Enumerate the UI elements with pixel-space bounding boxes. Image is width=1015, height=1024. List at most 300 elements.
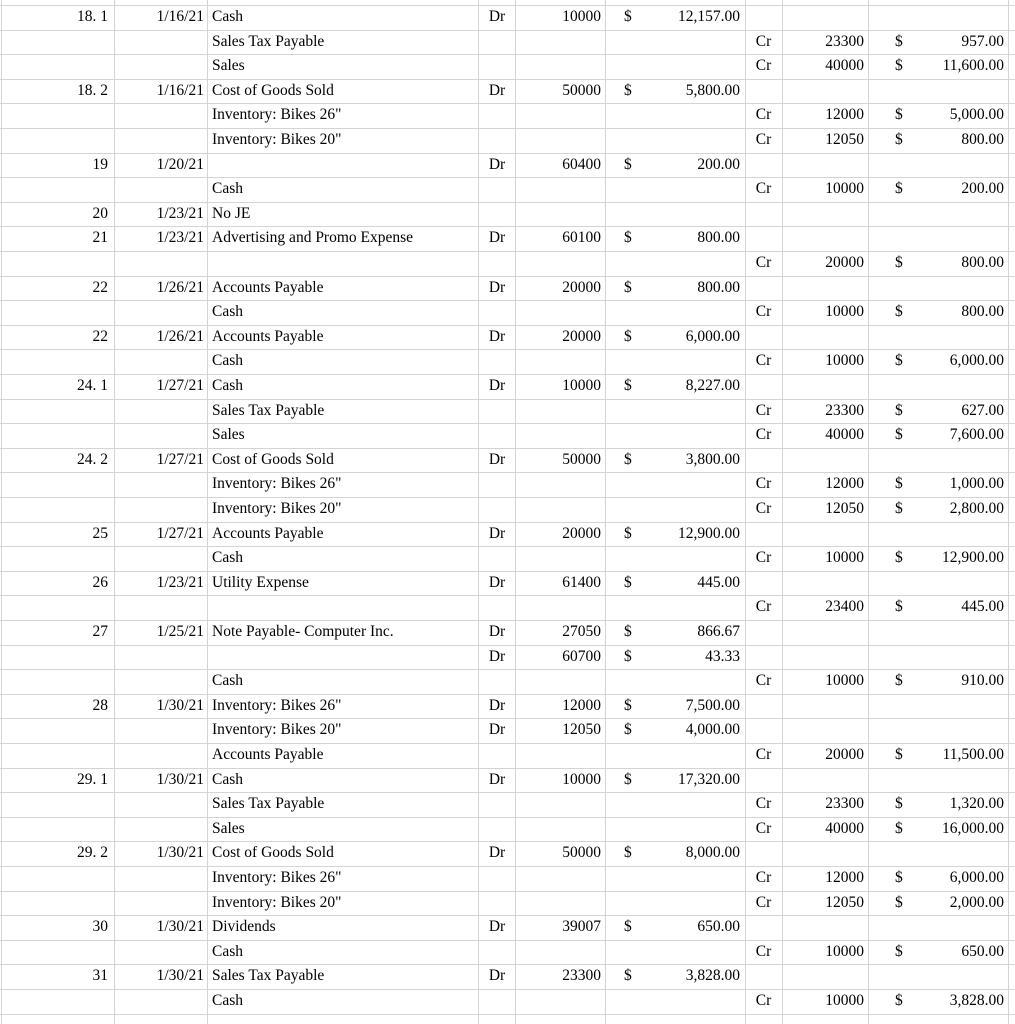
cell-cr[interactable] — [747, 645, 780, 669]
cell-dc-dr[interactable]: Dr — [488, 525, 506, 542]
cell-cr[interactable] — [747, 768, 780, 792]
cell-cr-acct[interactable] — [784, 522, 864, 546]
cell-account[interactable]: Cash — [212, 303, 243, 320]
cell-cr-amt[interactable] — [900, 79, 1004, 103]
cell-cr-acct[interactable] — [784, 645, 864, 669]
cell-dr-cur[interactable] — [624, 30, 640, 54]
cell-cr-cur[interactable]: $ — [895, 672, 903, 689]
cell-cr-cur[interactable]: $ — [895, 795, 903, 812]
cell-cr-cur[interactable]: $ — [895, 57, 903, 74]
cell-dc-dr[interactable]: Dr — [488, 82, 506, 99]
cell-cr-amt[interactable]: 957.00 — [961, 33, 1004, 50]
cell-date[interactable] — [114, 546, 204, 570]
cell-dr-cur[interactable] — [624, 546, 640, 570]
cell-account[interactable]: Cost of Goods Sold — [212, 82, 334, 99]
cell-no[interactable]: 20 — [92, 205, 108, 222]
cell-cr-amt[interactable]: 800.00 — [961, 303, 1004, 320]
cell-dr-acct[interactable]: 39007 — [562, 918, 601, 935]
cell-dr-amt[interactable]: 6,000.00 — [685, 328, 740, 345]
cell-dc-dr[interactable] — [480, 251, 514, 275]
cell-dr-acct[interactable]: 60100 — [562, 229, 601, 246]
cell-date[interactable]: 1/20/21 — [156, 156, 204, 173]
cell-date[interactable] — [114, 718, 204, 742]
cell-dr-amt[interactable] — [640, 103, 740, 127]
cell-cr-acct[interactable] — [784, 79, 864, 103]
cell-dr-amt[interactable]: 17,320.00 — [678, 771, 740, 788]
cell-cr-cur[interactable]: $ — [895, 894, 903, 911]
cell-date[interactable]: 1/27/21 — [156, 525, 204, 542]
cell-dc-dr[interactable] — [480, 743, 514, 767]
cell-dc-dr[interactable]: Dr — [488, 771, 506, 788]
cell-account[interactable] — [212, 153, 476, 177]
cell-no[interactable]: 29. 1 — [77, 771, 108, 788]
cell-dr-cur[interactable]: $ — [624, 918, 632, 935]
cell-no[interactable]: 22 — [92, 279, 108, 296]
cell-dr-acct[interactable]: 23300 — [562, 967, 601, 984]
cell-cr[interactable] — [747, 964, 780, 988]
cell-date[interactable]: 1/23/21 — [156, 205, 204, 222]
cell-cr-acct[interactable]: 20000 — [825, 746, 864, 763]
cell-dc-dr[interactable]: Dr — [488, 156, 506, 173]
cell-dr-cur[interactable]: $ — [624, 8, 632, 25]
cell-date[interactable]: 1/30/21 — [156, 844, 204, 861]
cell-no[interactable] — [0, 472, 108, 496]
cell-cr[interactable] — [747, 153, 780, 177]
cell-cr-acct[interactable]: 12000 — [825, 106, 864, 123]
cell-cr-amt[interactable]: 650.00 — [961, 943, 1004, 960]
cell-no[interactable] — [0, 349, 108, 373]
cell-cr-amt[interactable]: 7,600.00 — [949, 426, 1004, 443]
cell-dr-cur[interactable]: $ — [624, 623, 632, 640]
cell-cr-acct[interactable]: 12050 — [825, 894, 864, 911]
cell-cr-acct[interactable]: 40000 — [825, 57, 864, 74]
cell-cr[interactable]: Cr — [755, 426, 772, 443]
cell-dr-acct[interactable] — [518, 300, 601, 324]
cell-dr-amt[interactable]: 200.00 — [697, 156, 740, 173]
cell-account[interactable]: Cash — [212, 943, 243, 960]
cell-cr-amt[interactable]: 3,828.00 — [949, 992, 1004, 1009]
cell-dc-dr[interactable] — [480, 177, 514, 201]
cell-date[interactable] — [114, 989, 204, 1013]
cell-cr[interactable] — [747, 694, 780, 718]
cell-dr-amt[interactable]: 8,227.00 — [685, 377, 740, 394]
cell-no[interactable]: 25 — [92, 525, 108, 542]
cell-cr-amt[interactable]: 11,500.00 — [942, 746, 1004, 763]
cell-cr-acct[interactable]: 10000 — [825, 672, 864, 689]
cell-dr-acct[interactable] — [518, 349, 601, 373]
cell-date[interactable] — [114, 940, 204, 964]
cell-cr-cur[interactable]: $ — [895, 820, 903, 837]
cell-dr-amt[interactable] — [640, 349, 740, 373]
cell-cr-amt[interactable]: 910.00 — [961, 672, 1004, 689]
cell-dr-amt[interactable] — [640, 792, 740, 816]
cell-dr-amt[interactable]: 3,828.00 — [685, 967, 740, 984]
cell-dc-dr[interactable]: Dr — [488, 648, 506, 665]
cell-dr-amt[interactable]: 7,500.00 — [685, 697, 740, 714]
cell-cr[interactable]: Cr — [755, 943, 772, 960]
cell-cr-acct[interactable] — [784, 202, 864, 226]
cell-dr-amt[interactable]: 12,157.00 — [678, 8, 740, 25]
cell-dr-acct[interactable]: 50000 — [562, 844, 601, 861]
cell-account[interactable]: Cash — [212, 771, 243, 788]
cell-cr-amt[interactable]: 445.00 — [961, 598, 1004, 615]
cell-account[interactable]: Dividends — [212, 918, 276, 935]
cell-cr-cur[interactable]: $ — [895, 180, 903, 197]
cell-account[interactable]: Inventory: Bikes 20" — [212, 500, 342, 517]
cell-cr[interactable]: Cr — [755, 894, 772, 911]
cell-dr-amt[interactable]: 866.67 — [697, 623, 740, 640]
cell-dr-amt[interactable] — [640, 30, 740, 54]
cell-dr-amt[interactable]: 12,900.00 — [678, 525, 740, 542]
cell-dr-amt[interactable] — [640, 472, 740, 496]
cell-cr-cur[interactable]: $ — [895, 475, 903, 492]
cell-dr-amt[interactable]: 3,800.00 — [685, 451, 740, 468]
cell-no[interactable] — [0, 177, 108, 201]
cell-dc-dr[interactable] — [480, 669, 514, 693]
cell-no[interactable] — [0, 251, 108, 275]
cell-date[interactable]: 1/30/21 — [156, 918, 204, 935]
cell-dc-dr[interactable]: Dr — [488, 328, 506, 345]
cell-cr-amt[interactable]: 5,000.00 — [949, 106, 1004, 123]
cell-dc-dr[interactable]: Dr — [488, 377, 506, 394]
cell-dr-acct[interactable]: 12000 — [562, 697, 601, 714]
cell-dr-amt[interactable] — [640, 251, 740, 275]
cell-dr-acct[interactable] — [518, 472, 601, 496]
cell-dr-cur[interactable]: $ — [624, 721, 632, 738]
cell-dc-dr[interactable]: Dr — [488, 697, 506, 714]
cell-no[interactable] — [0, 546, 108, 570]
cell-dr-acct[interactable] — [518, 891, 601, 915]
cell-cr-acct[interactable] — [784, 571, 864, 595]
cell-dc-dr[interactable] — [480, 989, 514, 1013]
cell-dr-cur[interactable] — [624, 399, 640, 423]
cell-account[interactable]: Accounts Payable — [212, 279, 324, 296]
cell-cr-amt[interactable]: 200.00 — [961, 180, 1004, 197]
cell-cr-cur[interactable]: $ — [895, 500, 903, 517]
cell-no[interactable] — [0, 989, 108, 1013]
cell-dr-acct[interactable] — [518, 669, 601, 693]
cell-dr-acct[interactable] — [518, 399, 601, 423]
cell-dr-amt[interactable]: 43.33 — [705, 648, 740, 665]
cell-dc-dr[interactable] — [480, 423, 514, 447]
cell-date[interactable] — [114, 866, 204, 890]
cell-dr-cur[interactable]: $ — [624, 574, 632, 591]
cell-date[interactable]: 1/25/21 — [156, 623, 204, 640]
cell-dr-acct[interactable]: 27050 — [562, 623, 601, 640]
cell-dr-cur[interactable] — [624, 595, 640, 619]
cell-account[interactable]: Accounts Payable — [212, 328, 324, 345]
cell-dr-amt[interactable] — [640, 817, 740, 841]
cell-no[interactable]: 26 — [92, 574, 108, 591]
cell-no[interactable] — [0, 669, 108, 693]
cell-no[interactable] — [0, 866, 108, 890]
cell-date[interactable] — [114, 300, 204, 324]
cell-date[interactable] — [114, 743, 204, 767]
cell-cr-acct[interactable] — [784, 5, 864, 29]
cell-cr-cur[interactable]: $ — [895, 992, 903, 1009]
cell-dr-cur[interactable] — [624, 300, 640, 324]
cell-no[interactable] — [0, 103, 108, 127]
cell-dr-amt[interactable] — [640, 300, 740, 324]
cell-dr-cur[interactable]: $ — [624, 525, 632, 542]
cell-cr[interactable]: Cr — [755, 475, 772, 492]
cell-dr-amt[interactable]: 800.00 — [697, 279, 740, 296]
cell-cr[interactable] — [747, 276, 780, 300]
cell-cr-cur[interactable]: $ — [895, 549, 903, 566]
cell-account[interactable]: Inventory: Bikes 20" — [212, 721, 342, 738]
cell-dr-cur[interactable] — [624, 251, 640, 275]
cell-dr-cur[interactable]: $ — [624, 648, 632, 665]
cell-dc-dr[interactable] — [480, 792, 514, 816]
cell-cr-amt[interactable]: 2,800.00 — [949, 500, 1004, 517]
cell-dr-cur[interactable]: $ — [624, 156, 632, 173]
cell-dr-cur[interactable]: $ — [624, 279, 632, 296]
cell-dr-acct[interactable]: 50000 — [562, 451, 601, 468]
cell-cr-amt[interactable]: 11,600.00 — [942, 57, 1004, 74]
cell-dr-amt[interactable] — [640, 595, 740, 619]
cell-cr[interactable] — [747, 841, 780, 865]
cell-no[interactable]: 28 — [92, 697, 108, 714]
cell-cr[interactable] — [747, 620, 780, 644]
cell-cr-amt[interactable] — [900, 645, 1004, 669]
cell-dc-dr[interactable]: Dr — [488, 279, 506, 296]
cell-account[interactable]: Inventory: Bikes 26" — [212, 475, 342, 492]
cell-dr-acct[interactable] — [518, 251, 601, 275]
cell-dr-acct[interactable]: 10000 — [562, 377, 601, 394]
cell-dr-acct[interactable]: 10000 — [562, 8, 601, 25]
cell-cr-amt[interactable] — [900, 374, 1004, 398]
cell-account[interactable]: Cash — [212, 992, 243, 1009]
cell-cr-acct[interactable]: 10000 — [825, 352, 864, 369]
cell-dr-acct[interactable] — [518, 940, 601, 964]
cell-dr-cur[interactable] — [624, 669, 640, 693]
cell-date[interactable] — [114, 54, 204, 78]
cell-cr-cur[interactable]: $ — [895, 131, 903, 148]
cell-cr[interactable]: Cr — [755, 869, 772, 886]
cell-cr[interactable] — [747, 522, 780, 546]
cell-dr-amt[interactable] — [640, 989, 740, 1013]
cell-cr-acct[interactable] — [784, 226, 864, 250]
cell-date[interactable]: 1/16/21 — [156, 8, 204, 25]
cell-account[interactable]: Accounts Payable — [212, 525, 324, 542]
cell-dr-acct[interactable] — [518, 128, 601, 152]
cell-dr-amt[interactable]: 8,000.00 — [685, 844, 740, 861]
cell-dr-amt[interactable] — [640, 399, 740, 423]
cell-cr-acct[interactable]: 12050 — [825, 131, 864, 148]
cell-dr-acct[interactable]: 61400 — [562, 574, 601, 591]
cell-dr-acct[interactable]: 10000 — [562, 771, 601, 788]
cell-dr-amt[interactable] — [640, 177, 740, 201]
cell-dr-cur[interactable] — [624, 103, 640, 127]
cell-dr-amt[interactable]: 800.00 — [697, 229, 740, 246]
cell-cr[interactable] — [747, 226, 780, 250]
cell-dc-dr[interactable]: Dr — [488, 721, 506, 738]
cell-account[interactable]: Cost of Goods Sold — [212, 451, 334, 468]
cell-cr[interactable] — [747, 571, 780, 595]
cell-dc-dr[interactable]: Dr — [488, 8, 506, 25]
cell-dc-dr[interactable] — [480, 399, 514, 423]
cell-no[interactable] — [0, 399, 108, 423]
cell-dr-cur[interactable]: $ — [624, 451, 632, 468]
cell-cr-cur[interactable]: $ — [895, 943, 903, 960]
cell-dc-dr[interactable] — [480, 866, 514, 890]
cell-cr[interactable] — [747, 325, 780, 349]
cell-no[interactable] — [0, 891, 108, 915]
cell-dr-cur[interactable] — [624, 817, 640, 841]
cell-dr-amt[interactable] — [640, 497, 740, 521]
cell-cr-amt[interactable] — [900, 522, 1004, 546]
cell-cr[interactable] — [747, 5, 780, 29]
cell-cr-amt[interactable] — [900, 620, 1004, 644]
cell-date[interactable] — [114, 177, 204, 201]
cell-dr-cur[interactable] — [624, 472, 640, 496]
cell-no[interactable] — [0, 940, 108, 964]
cell-no[interactable] — [0, 497, 108, 521]
cell-cr-amt[interactable]: 6,000.00 — [949, 869, 1004, 886]
cell-dr-acct[interactable] — [518, 743, 601, 767]
cell-dr-amt[interactable] — [640, 743, 740, 767]
cell-dr-amt[interactable] — [640, 940, 740, 964]
cell-dr-amt[interactable]: 445.00 — [697, 574, 740, 591]
cell-dr-acct[interactable] — [518, 202, 601, 226]
cell-dr-cur[interactable] — [624, 202, 640, 226]
cell-dc-dr[interactable]: Dr — [488, 844, 506, 861]
cell-dr-cur[interactable] — [624, 743, 640, 767]
cell-no[interactable]: 29. 2 — [77, 844, 108, 861]
cell-cr-amt[interactable] — [900, 325, 1004, 349]
cell-dc-dr[interactable] — [480, 940, 514, 964]
cell-dr-acct[interactable] — [518, 817, 601, 841]
cell-cr-amt[interactable] — [900, 915, 1004, 939]
cell-dr-acct[interactable]: 60700 — [562, 648, 601, 665]
cell-cr-acct[interactable] — [784, 325, 864, 349]
cell-cr-acct[interactable]: 10000 — [825, 943, 864, 960]
cell-cr[interactable]: Cr — [755, 106, 772, 123]
cell-date[interactable]: 1/26/21 — [156, 328, 204, 345]
cell-date[interactable]: 1/27/21 — [156, 451, 204, 468]
cell-date[interactable] — [114, 472, 204, 496]
cell-dr-acct[interactable] — [518, 54, 601, 78]
cell-dr-amt[interactable] — [640, 669, 740, 693]
cell-no[interactable] — [0, 128, 108, 152]
cell-dr-amt[interactable] — [640, 128, 740, 152]
cell-cr-amt[interactable] — [900, 226, 1004, 250]
cell-cr-acct[interactable] — [784, 276, 864, 300]
cell-dr-amt[interactable]: 650.00 — [697, 918, 740, 935]
cell-date[interactable] — [114, 595, 204, 619]
cell-cr[interactable]: Cr — [755, 254, 772, 271]
cell-cr[interactable]: Cr — [755, 820, 772, 837]
cell-account[interactable]: Inventory: Bikes 26" — [212, 869, 342, 886]
cell-dr-cur[interactable] — [624, 989, 640, 1013]
cell-dr-cur[interactable]: $ — [624, 82, 632, 99]
cell-dr-cur[interactable]: $ — [624, 377, 632, 394]
cell-account[interactable]: Sales Tax Payable — [212, 402, 325, 419]
cell-cr-amt[interactable] — [900, 202, 1004, 226]
cell-cr-cur[interactable]: $ — [895, 402, 903, 419]
cell-cr-amt[interactable]: 2,000.00 — [949, 894, 1004, 911]
cell-dr-cur[interactable]: $ — [624, 697, 632, 714]
cell-no[interactable]: 18. 1 — [77, 8, 108, 25]
cell-cr-cur[interactable]: $ — [895, 303, 903, 320]
cell-cr-acct[interactable] — [784, 374, 864, 398]
cell-cr-acct[interactable] — [784, 768, 864, 792]
cell-cr-acct[interactable]: 23300 — [825, 795, 864, 812]
cell-cr[interactable]: Cr — [755, 352, 772, 369]
cell-cr-acct[interactable] — [784, 620, 864, 644]
cell-dr-amt[interactable] — [640, 423, 740, 447]
cell-dr-cur[interactable] — [624, 866, 640, 890]
cell-dc-dr[interactable] — [480, 497, 514, 521]
cell-dc-dr[interactable] — [480, 128, 514, 152]
cell-no[interactable] — [0, 645, 108, 669]
cell-cr[interactable]: Cr — [755, 549, 772, 566]
cell-account[interactable]: Note Payable- Computer Inc. — [212, 623, 394, 640]
cell-dr-amt[interactable]: 4,000.00 — [685, 721, 740, 738]
cell-date[interactable] — [114, 349, 204, 373]
cell-dc-dr[interactable] — [480, 472, 514, 496]
cell-cr-amt[interactable] — [900, 694, 1004, 718]
cell-dr-acct[interactable] — [518, 792, 601, 816]
cell-cr-acct[interactable]: 23300 — [825, 402, 864, 419]
cell-cr[interactable] — [747, 718, 780, 742]
cell-dr-acct[interactable] — [518, 595, 601, 619]
cell-no[interactable] — [0, 718, 108, 742]
cell-no[interactable]: 18. 2 — [77, 82, 108, 99]
cell-cr-acct[interactable] — [784, 915, 864, 939]
cell-dr-cur[interactable] — [624, 54, 640, 78]
cell-date[interactable]: 1/30/21 — [156, 771, 204, 788]
cell-dr-acct[interactable]: 60400 — [562, 156, 601, 173]
cell-cr-cur[interactable]: $ — [895, 746, 903, 763]
cell-dr-amt[interactable] — [640, 54, 740, 78]
cell-no[interactable]: 24. 1 — [77, 377, 108, 394]
cell-cr-acct[interactable] — [784, 153, 864, 177]
cell-dc-dr[interactable] — [480, 546, 514, 570]
cell-dr-cur[interactable]: $ — [624, 328, 632, 345]
cell-cr-amt[interactable] — [900, 448, 1004, 472]
cell-dr-cur[interactable] — [624, 423, 640, 447]
cell-cr[interactable]: Cr — [755, 746, 772, 763]
cell-cr-cur[interactable]: $ — [895, 352, 903, 369]
cell-dc-dr[interactable]: Dr — [488, 451, 506, 468]
cell-cr-cur[interactable]: $ — [895, 598, 903, 615]
cell-date[interactable] — [114, 399, 204, 423]
cell-cr-cur[interactable]: $ — [895, 254, 903, 271]
cell-cr-cur[interactable]: $ — [895, 869, 903, 886]
cell-account[interactable]: Inventory: Bikes 20" — [212, 131, 342, 148]
cell-cr-amt[interactable]: 16,000.00 — [942, 820, 1004, 837]
cell-cr-amt[interactable] — [900, 5, 1004, 29]
cell-date[interactable]: 1/30/21 — [156, 697, 204, 714]
cell-dr-cur[interactable] — [624, 940, 640, 964]
cell-account[interactable]: Sales Tax Payable — [212, 33, 325, 50]
cell-date[interactable] — [114, 891, 204, 915]
cell-cr[interactable]: Cr — [755, 57, 772, 74]
cell-dc-dr[interactable] — [480, 300, 514, 324]
cell-account[interactable]: Cash — [212, 352, 243, 369]
cell-dc-dr[interactable] — [480, 54, 514, 78]
cell-dr-cur[interactable]: $ — [624, 229, 632, 246]
cell-cr-amt[interactable] — [900, 571, 1004, 595]
cell-no[interactable]: 27 — [92, 623, 108, 640]
cell-dc-dr[interactable] — [480, 595, 514, 619]
cell-no[interactable] — [0, 792, 108, 816]
cell-account[interactable]: Cash — [212, 180, 243, 197]
cell-cr-cur[interactable]: $ — [895, 106, 903, 123]
cell-dc-dr[interactable] — [480, 103, 514, 127]
cell-cr-acct[interactable]: 23400 — [825, 598, 864, 615]
